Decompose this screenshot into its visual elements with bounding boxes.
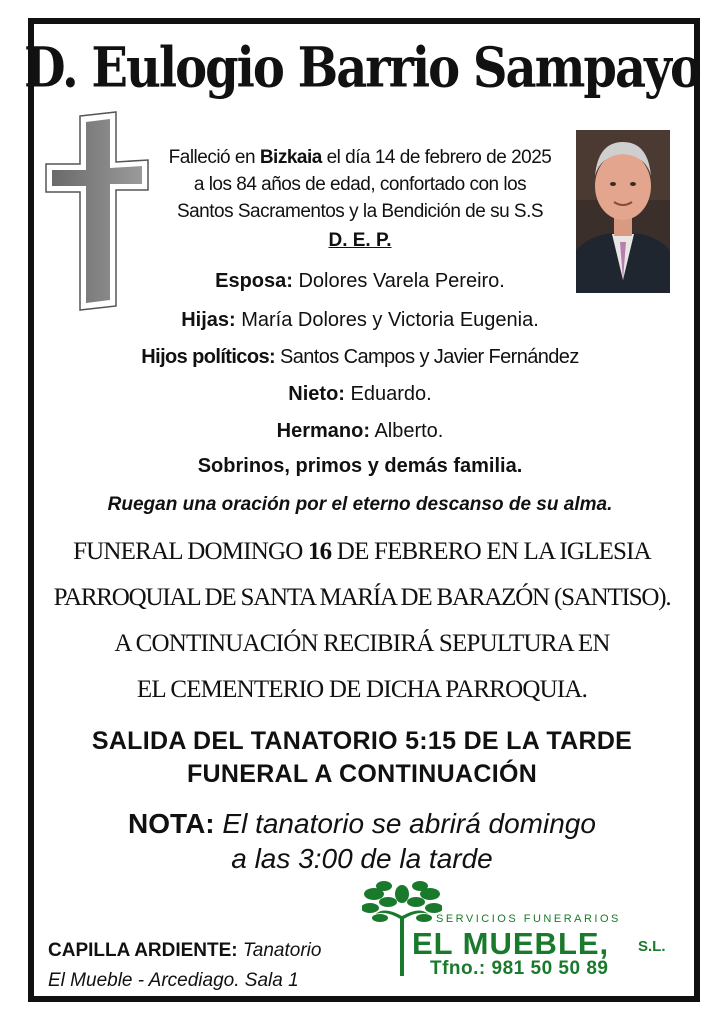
logo-company-suffix: S.L. [638,938,666,955]
relative-line-hijos-politicos: Hijos políticos: Santos Campos y Javier Fernández [141,346,579,368]
death-notice-text: Falleció en Bizkaia el día 14 de febrero de 2025 a los 84 años de edad, confortado con los Santos Sacramentos y la Bendición de su S.S [168,147,552,222]
relative-line-hijas: Hijas: María Dolores y Victoria Eugenia. [181,309,539,331]
deceased-name: D. Eulogio Barrio Sampayo [24,35,700,101]
relative-line-esposa: Esposa: Dolores Varela Pereiro. [215,270,505,292]
funeral-after: FUNERAL A CONTINUACIÓN [186,760,538,788]
extended-family: Sobrinos, primos y demás familia. [197,455,523,477]
funeral-line-1: FUNERAL DOMINGO 16 DE FEBRERO EN LA IGLESIA [73,538,651,565]
departure-time: SALIDA DEL TANATORIO 5:15 DE LA TARDE [91,727,633,755]
note-line-2: a las 3:00 de la tarde [231,843,493,874]
deceased-photo [576,130,670,293]
chapel-info: CAPILLA ARDIENTE: Tanatorio El Mueble - Arcediago. Sala 1 [48,940,322,991]
note-label: NOTA: [128,808,215,839]
prayer-request: Ruegan una oración por el eterno descanso de su alma. [107,494,613,515]
death-place: Bizkaia [259,147,322,168]
rip-label: D. E. P. [328,230,392,251]
funeral-line-3: A CONTINUACIÓN RECIBIRÁ SEPULTURA EN [114,630,610,657]
logo-company-name: EL MUEBLE, [412,926,610,961]
note-line-1: NOTA: El tanatorio se abrirá domingo [128,808,596,839]
chapel-label: CAPILLA ARDIENTE: [48,940,238,961]
funeral-line-4: EL CEMENTERIO DE DICHA PARROQUIA. [136,676,588,703]
chapel-location: El Mueble - Arcediago. Sala 1 [48,970,299,991]
funeral-line-2: PARROQUIAL DE SANTA MARÍA DE BARAZÓN (SANTISO). [53,584,671,611]
relative-line-hermano: Hermano: Alberto. [276,420,444,442]
relative-line-nieto: Nieto: Eduardo. [288,383,432,405]
logo-services-text: SERVICIOS FUNERARIOS [436,913,621,925]
logo-phone: Tfno.: 981 50 50 89 [430,958,609,979]
